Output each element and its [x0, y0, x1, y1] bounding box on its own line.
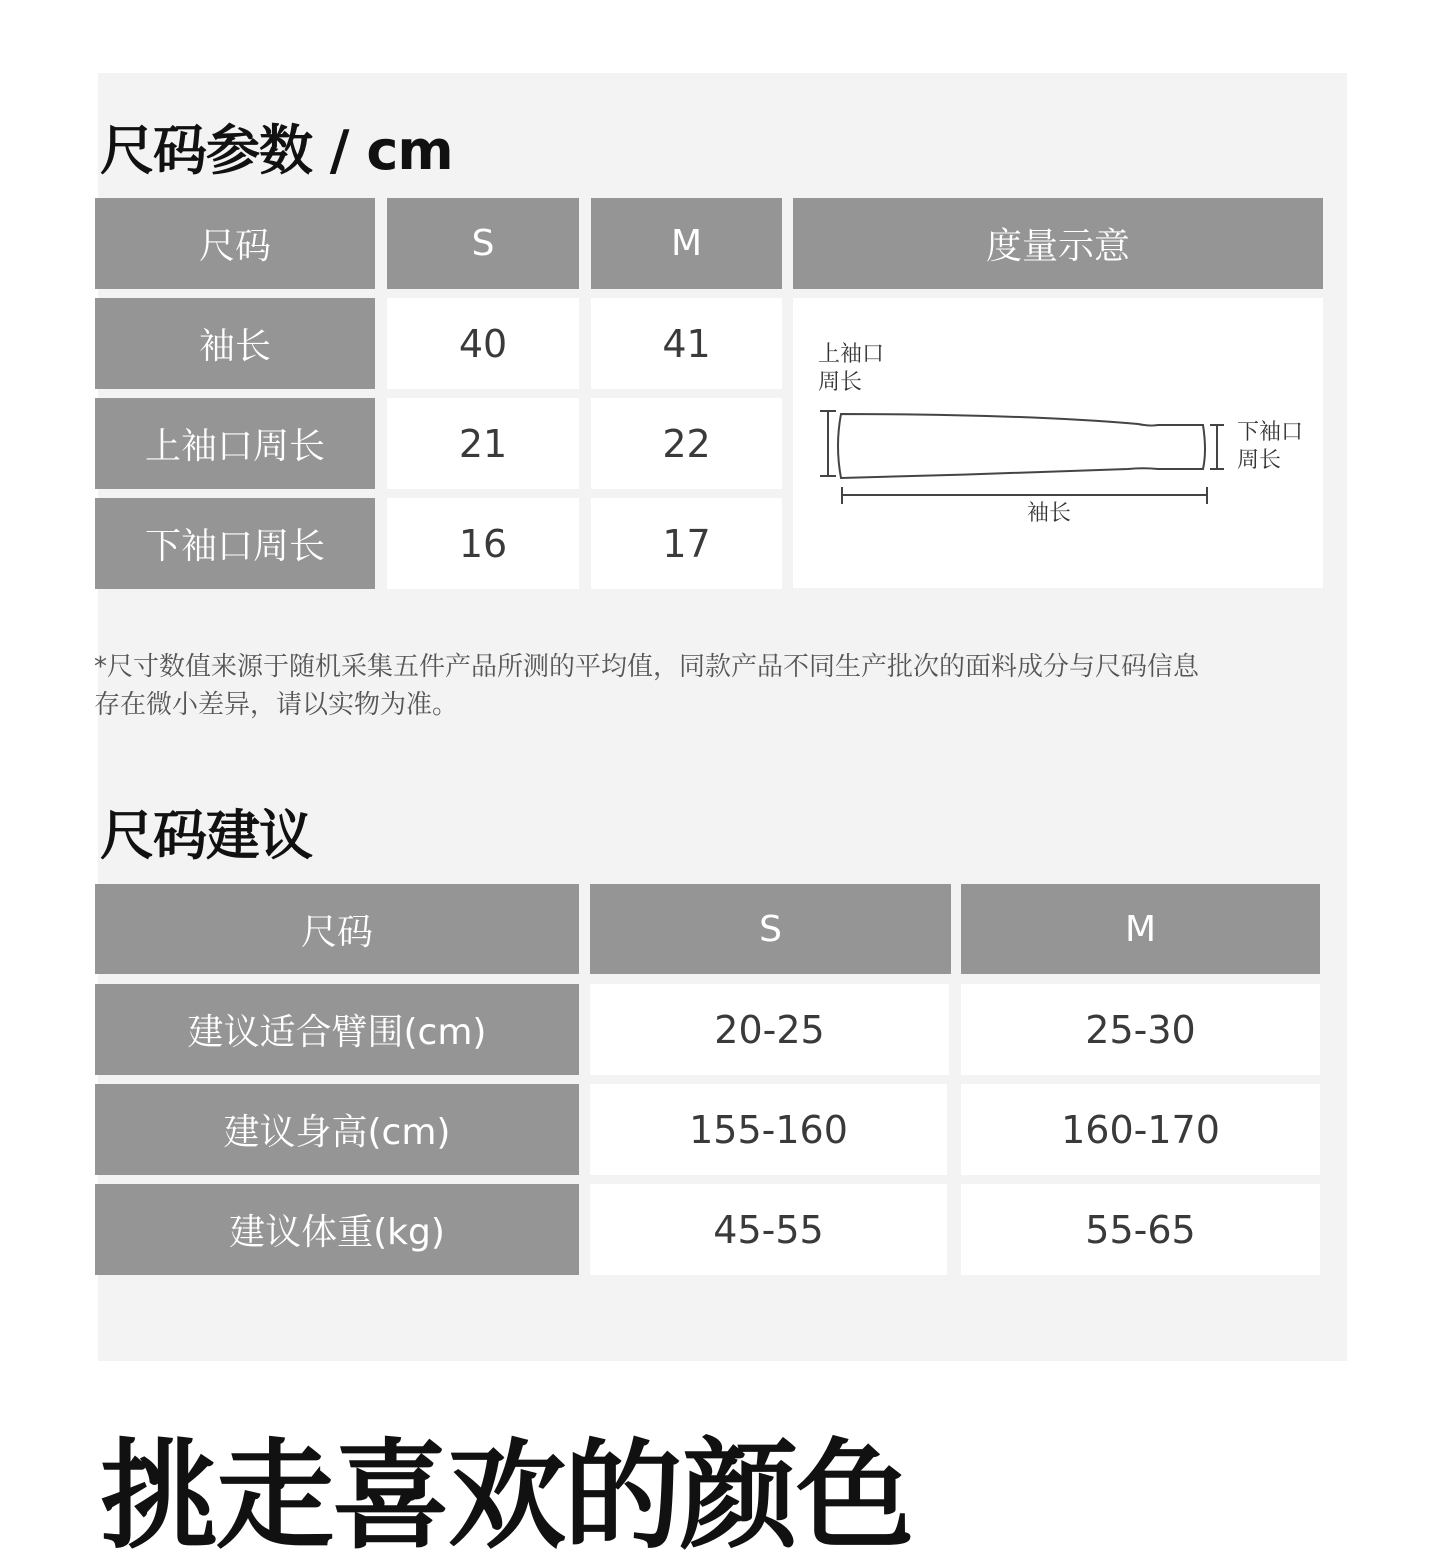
advice-header-m: M — [961, 884, 1320, 974]
advice-arm-s: 20-25 — [590, 984, 949, 1075]
measurement-note — [94, 648, 1334, 724]
advice-header-size: 尺码 — [95, 884, 579, 974]
advice-row-label-arm: 建议适合臂围(cm) — [95, 984, 579, 1075]
lower-cuff-label-line2: 周长 — [1237, 448, 1282, 473]
upper-cuff-label-line1: 上袖口 — [818, 342, 885, 367]
value-upper-cuff-s: 21 — [387, 398, 579, 489]
row-label-lower-cuff: 下袖口周长 — [95, 498, 375, 589]
note-line-2: 存在微小差异，请以实物为准。 — [94, 690, 459, 720]
advice-height-s: 155-160 — [590, 1084, 947, 1175]
advice-height-m: 160-170 — [961, 1084, 1320, 1175]
lower-cuff-label — [1237, 419, 1303, 475]
header-m: M — [591, 198, 782, 289]
advice-arm-m: 25-30 — [961, 984, 1320, 1075]
value-lower-cuff-s: 16 — [387, 498, 579, 589]
measurement-diagram — [793, 298, 1323, 588]
lower-cuff-label-line1: 下袖口 — [1237, 420, 1304, 445]
advice-weight-m: 55-65 — [961, 1184, 1320, 1275]
advice-header-s: S — [590, 884, 951, 974]
header-diagram: 度量示意 — [793, 198, 1323, 289]
value-lower-cuff-m: 17 — [591, 498, 782, 589]
value-sleeve-length-m: 41 — [591, 298, 782, 389]
sleeve-length-label: 袖长 — [1027, 501, 1072, 526]
header-size: 尺码 — [95, 198, 375, 289]
header-s: S — [387, 198, 579, 289]
upper-cuff-label — [818, 341, 884, 397]
size-advice-title: 尺码建议 — [100, 804, 312, 867]
size-params-title: 尺码参数 / cm — [100, 119, 453, 182]
note-line-1: *尺寸数值来源于随机采集五件产品所测的平均值，同款产品不同生产批次的面料成分与尺码信息 — [94, 652, 1200, 682]
value-sleeve-length-s: 40 — [387, 298, 579, 389]
upper-cuff-label-line2: 周长 — [818, 370, 863, 395]
value-upper-cuff-m: 22 — [591, 398, 782, 489]
advice-weight-s: 45-55 — [590, 1184, 947, 1275]
pick-color-title: 挑走喜欢的颜色 — [100, 1427, 913, 1565]
row-label-sleeve-length: 袖长 — [95, 298, 375, 389]
row-label-upper-cuff: 上袖口周长 — [95, 398, 375, 489]
advice-row-label-weight: 建议体重(kg) — [95, 1184, 579, 1275]
advice-row-label-height: 建议身高(cm) — [95, 1084, 579, 1175]
